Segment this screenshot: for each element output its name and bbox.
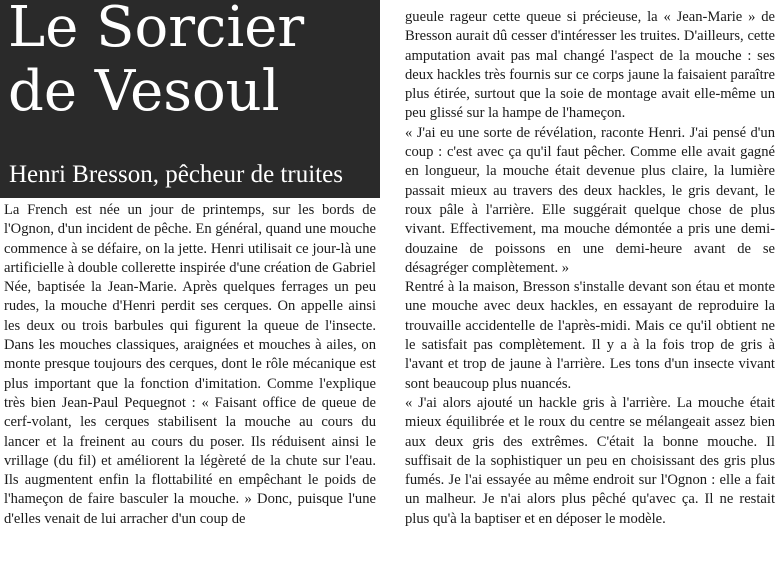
paragraph: La French est née un jour de printemps, sur les bords de l'Ognon, d'un incident de pêche. En général, quand une mouche commence à se défaire, on la jette. Henri utilisait ce jour-là une artificielle à double collerette inspirée d'une création de Gabriel Née, baptisée la Jean-Marie. Après quelques ferrages un peu rudes, la mouche d'Henri perdit ses cerques. On appelle ainsi les deux ou trois barbules qui figurent la queue de l'insecte. Dans les mouches classiques, araignées et mouches à ailes, on monte presque toujours des cerques, dont le rôle mécanique est plus important que la fonction d'imitation. Comme l'explique très bien Jean-Paul Pequegnot : « Faisant office de queue de cerf-volant, les cerques stabilisent la mouche au cours du lancer et la freinent au cours du poser. Ils réduisent ainsi le vrillage (du fil) et améliorent la légèreté de la chute sur l'eau. Ils augmentent enfin la flottabilité en empêchant le poids de l'hameçon de faire basculer la mouche. » Donc, puisque l'une d'elles venait de lui arracher d'un coup de: [4, 202, 376, 527]
paragraph: gueule rageur cette queue si précieuse, la « Jean-Marie » de Bresson aurait dû cesser d'intéresser les truites. D'ailleurs, cette amputation avait pas mal changé l'aspect de la mouche : ses deux hackles très fournis sur ce corps jaune la faisaient paraître plus étirée, surtout que la soie de montage avait elle-même un peu glissé sur la hampe de l'hameçon.: [405, 9, 775, 122]
article-title-line-2: de Vesoul: [8, 59, 280, 124]
article-title-line-1: Le Sorcier: [8, 0, 305, 60]
paragraph: « J'ai alors ajouté un hackle gris à l'arrière. La mouche était mieux équilibrée et le roux du centre se mélangeait assez bien aux deux gris des extrêmes. C'était la bonne mouche. Il suffisait de la sophistiquer un peu en choisissant des gris plus fumés. Je l'ai essayée au même endroit sur l'Ognon : elle a fait un malheur. Je n'ai alors plus pêché qu'avec ça. Il ne restait plus qu'à la baptiser et en déposer le modèle.: [405, 394, 775, 527]
article-title: [8, 0, 304, 124]
right-text-column: [405, 8, 775, 529]
paragraph: « J'ai eu une sorte de révélation, raconte Henri. J'ai pensé d'un coup : c'est avec ça qu'il faut pêcher. Comme elle avait gagné en longueur, la mouche était devenue plus claire, la lumière passait mieux au travers des deux hackles, le gris devant, le roux pâle à l'arrière. Elle suggérait quelque chose de plus vivant. Effectivement, ma mouche démontée a pris une demi-douzaine de poissons en une demi-heure avant de se désagréger complètement. »: [405, 124, 775, 276]
article-subtitle: Henri Bresson, pêcheur de truites: [9, 161, 343, 188]
paragraph: Rentré à la maison, Bresson s'installe devant son étau et monte une mouche avec deux hackles, en essayant de reproduire la trouvaille accidentelle de l'après-midi. Mais ce qu'il obtient ne le satisfait pas complètement. Il y a à la fois trop de gris à l'avant et trop de jaune à l'arrière. Les tons d'un insecte vivant sont beaucoup plus nuancés.: [405, 279, 775, 392]
left-text-column: [4, 201, 376, 529]
title-block: [0, 0, 380, 198]
